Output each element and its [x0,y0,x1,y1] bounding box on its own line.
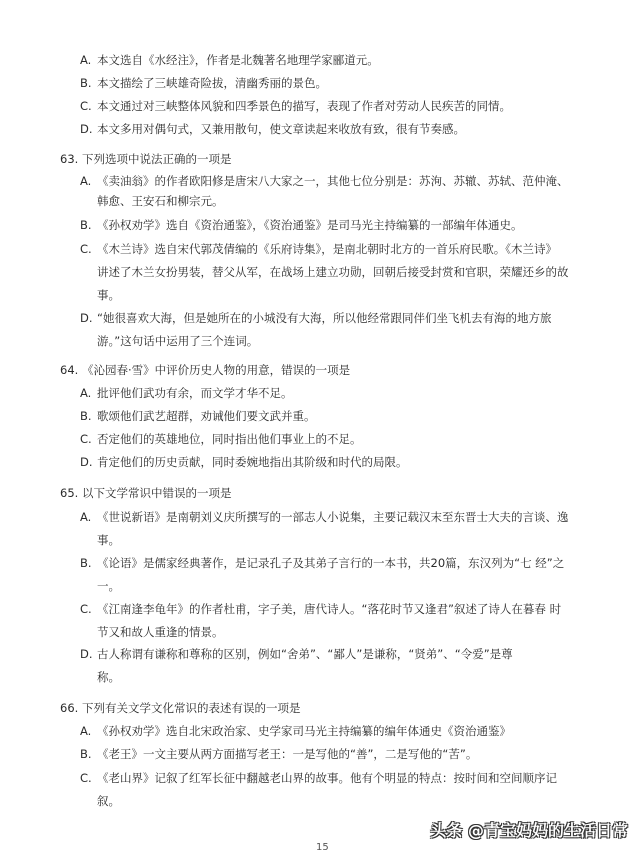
option-continuation: 事。 [97,288,120,302]
option-continuation: 事。 [97,533,120,547]
option-continuation: 叙。 [97,794,120,808]
option-b: B. 《论语》是儒家经典著作，是记录孔子及其弟子言行的一本书，共20篇，东汉列为“七 经”之 [80,556,565,570]
question-heading: 64. 《沁园春·雪》中评价历史人物的用意，错误的一项是 [60,363,351,377]
page-number: 15 [316,842,329,853]
option-continuation: 节又和故人重逢的情景。 [97,625,224,639]
option-c: C. 《老山界》记叙了红军长征中翻越老山界的故事。他有个明显的特点：按时间和空间顺序记 [80,771,557,785]
option-continuation: 讲述了木兰女扮男装，替父从军，在战场上建立功勋，回朝后接受封赏和官职，荣耀还乡的故 [97,265,569,279]
option-b: B. 本文描绘了三峡雄奇险拔，清幽秀丽的景色。 [80,76,327,90]
question-heading: 63. 下列选项中说法正确的一项是 [60,152,232,166]
option-continuation: 游。”这句话中运用了三个连词。 [97,334,259,348]
option-d: D. 本文多用对偶句式，又兼用散句，使文章读起来收放有致，很有节奏感。 [80,122,465,136]
option-c: C. 否定他们的英雄地位，同时指出他们事业上的不足。 [80,432,362,446]
option-a: A. 本文选自《水经注》，作者是北魏著名地理学家郦道元。 [80,53,379,67]
option-d: D. “她很喜欢大海，但是她所在的小城没有大海，所以他经常跟同伴们坐飞机去有海的地方旅 [80,311,552,325]
option-continuation: 一。 [97,579,120,593]
option-continuation: 称。 [97,670,120,684]
option-d: D. 古人称谓有谦称和尊称的区别，例如“舍弟”、“鄙人”是谦称，“贤弟”、“令爱”是尊 [80,647,513,661]
option-d: D. 肯定他们的历史贡献，同时委婉地指出其阶级和时代的局限。 [80,455,408,469]
watermark: 头条 @青宝妈妈的生活日常 [430,821,628,840]
option-c: C. 《木兰诗》选自宋代郭茂倩编的《乐府诗集》，是南北朝时北方的一首乐府民歌。《木兰诗》 [80,242,557,256]
option-a: A. 批评他们武功有余，而文学才华不足。 [80,386,293,400]
option-continuation: 韩愈、王安石和柳宗元。 [97,194,224,208]
option-c: C. 本文通过对三峡整体风貌和四季景色的描写，表现了作者对劳动人民疾苦的同情。 [80,99,511,113]
question-heading: 65. 以下文学常识中错误的一项是 [60,486,232,500]
option-b: B. 歌颂他们武艺超群，劝诫他们要文武并重。 [80,409,316,423]
option-a: A. 《卖油翁》的作者欧阳修是唐宋八大家之一，其他七位分别是：苏洵、苏辙、苏轼、范仲淹、 [80,174,569,188]
option-b: B. 《孙权劝学》选自《资治通鉴》，《资治通鉴》是司马光主持编纂的一部编年体通史。 [80,218,523,232]
option-c: C. 《江南逢李龟年》的作者杜甫，字子美，唐代诗人。“落花时节又逢君”叙述了诗人在暮春 时 [80,602,562,616]
option-a: A. 《孙权劝学》选自北宋政治家、史学家司马光主持编纂的编年体通史《资治通鉴》 [80,724,511,738]
question-heading: 66. 下列有关文学文化常识的表述有误的一项是 [60,701,301,715]
option-b: B. 《老王》一文主要从两方面描写老王：一是写他的“善”，二是写他的“苦”。 [80,747,478,761]
option-a: A. 《世说新语》是南朝刘义庆所撰写的一部志人小说集，主要记载汉末至东晋士大夫的言谈、逸 [80,510,569,524]
